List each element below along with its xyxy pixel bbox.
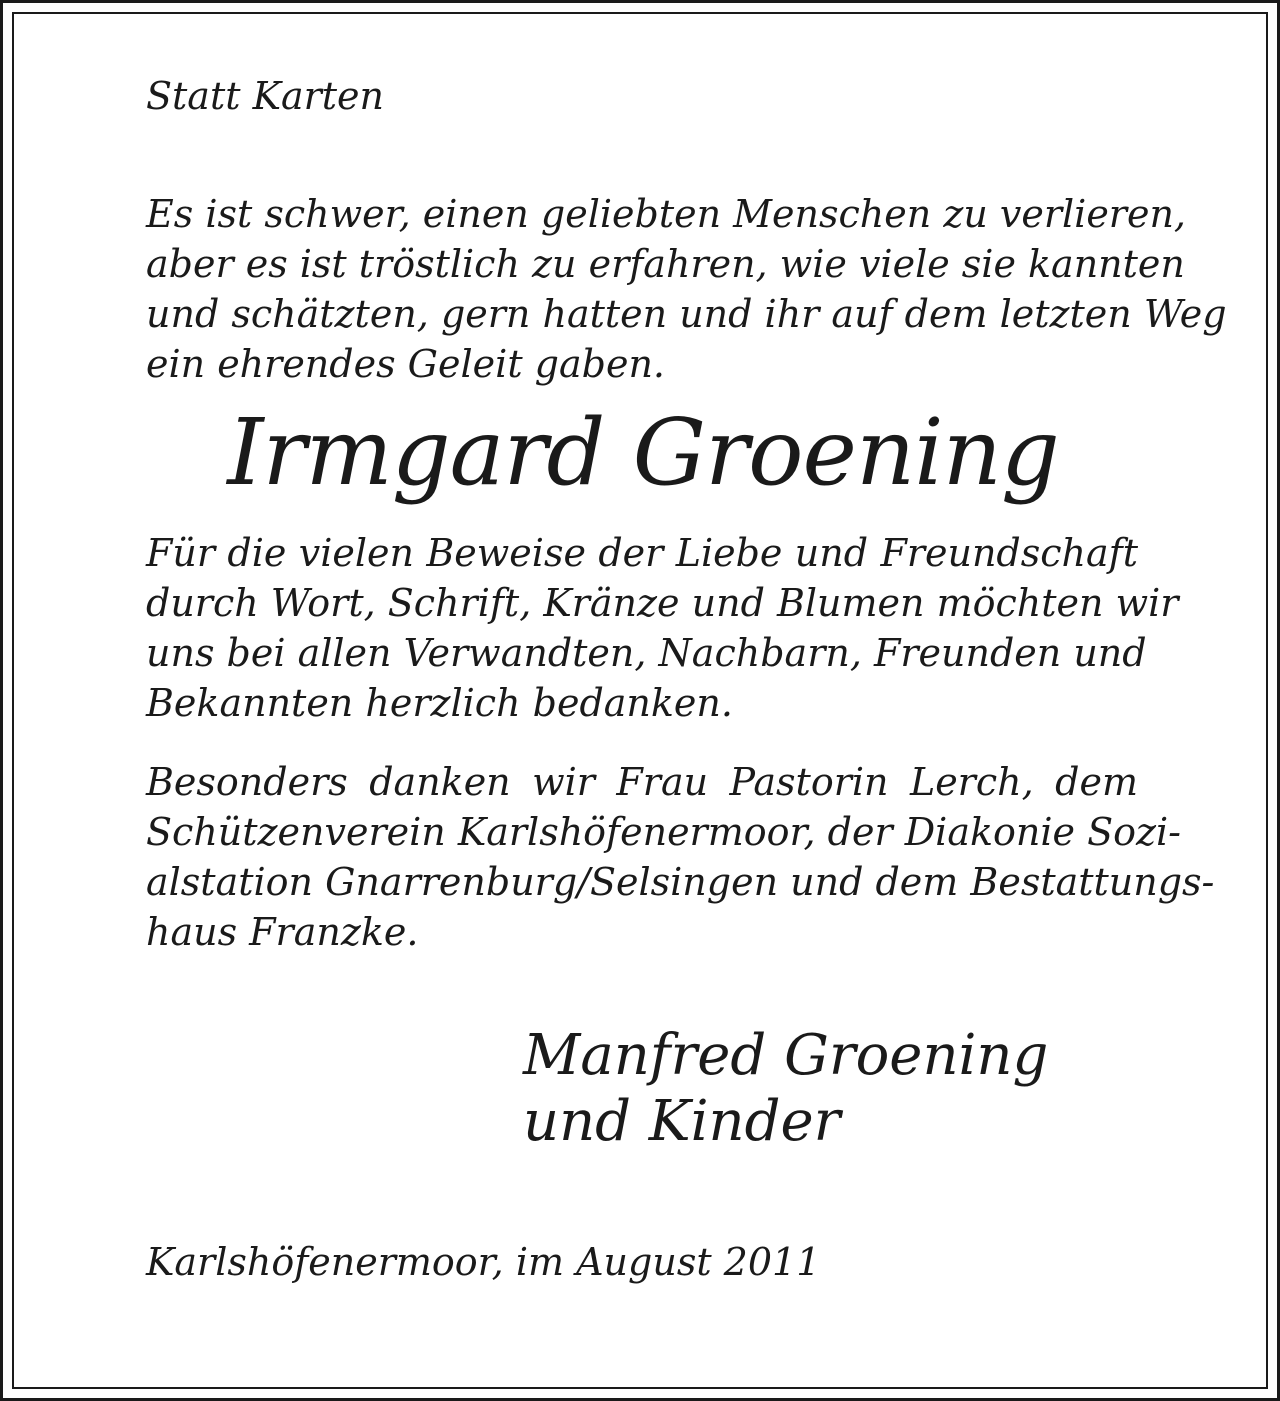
thanks-line: Für die vielen Beweise der Liebe und Freundschaft: [146, 531, 1138, 575]
signature-block: [523, 1023, 1048, 1155]
special-thanks-line: Schützenverein Karlshöfenermoor, der Diakonie Sozi-: [146, 810, 1182, 854]
special-thanks-line: alstation Gnarrenburg/Selsingen und dem Bestattungs-: [146, 860, 1215, 904]
special-thanks-line: haus Franzke.: [146, 910, 419, 954]
intro-line: aber es ist tröstlich zu erfahren, wie viele sie kannten: [146, 242, 1185, 286]
signature-name: Manfred Groening: [523, 1023, 1049, 1088]
special-thanks-line: Besonders danken wir Frau Pastorin Lerch, dem: [146, 760, 1138, 804]
header-statt-karten: Statt Karten: [146, 74, 385, 118]
intro-line: und schätzten, gern hatten und ihr auf dem letzten Weg: [146, 292, 1227, 336]
special-thanks-paragraph: [146, 757, 1215, 957]
thanks-line: durch Wort, Schrift, Kränze und Blumen möchten wir: [146, 581, 1179, 625]
intro-line: ein ehrendes Geleit gaben.: [146, 342, 666, 386]
intro-paragraph: [146, 189, 1227, 389]
thanks-line: Bekannten herzlich bedanken.: [146, 681, 733, 725]
thanks-line: uns bei allen Verwandten, Nachbarn, Freunden und: [146, 631, 1147, 675]
place-date: Karlshöfenermoor, im August 2011: [146, 1240, 821, 1284]
deceased-name: Irmgard Groening: [227, 399, 1059, 506]
intro-line: Es ist schwer, einen geliebten Menschen zu verlieren,: [146, 192, 1187, 236]
signature-family: und Kinder: [523, 1089, 841, 1154]
thanks-paragraph: [146, 528, 1179, 728]
